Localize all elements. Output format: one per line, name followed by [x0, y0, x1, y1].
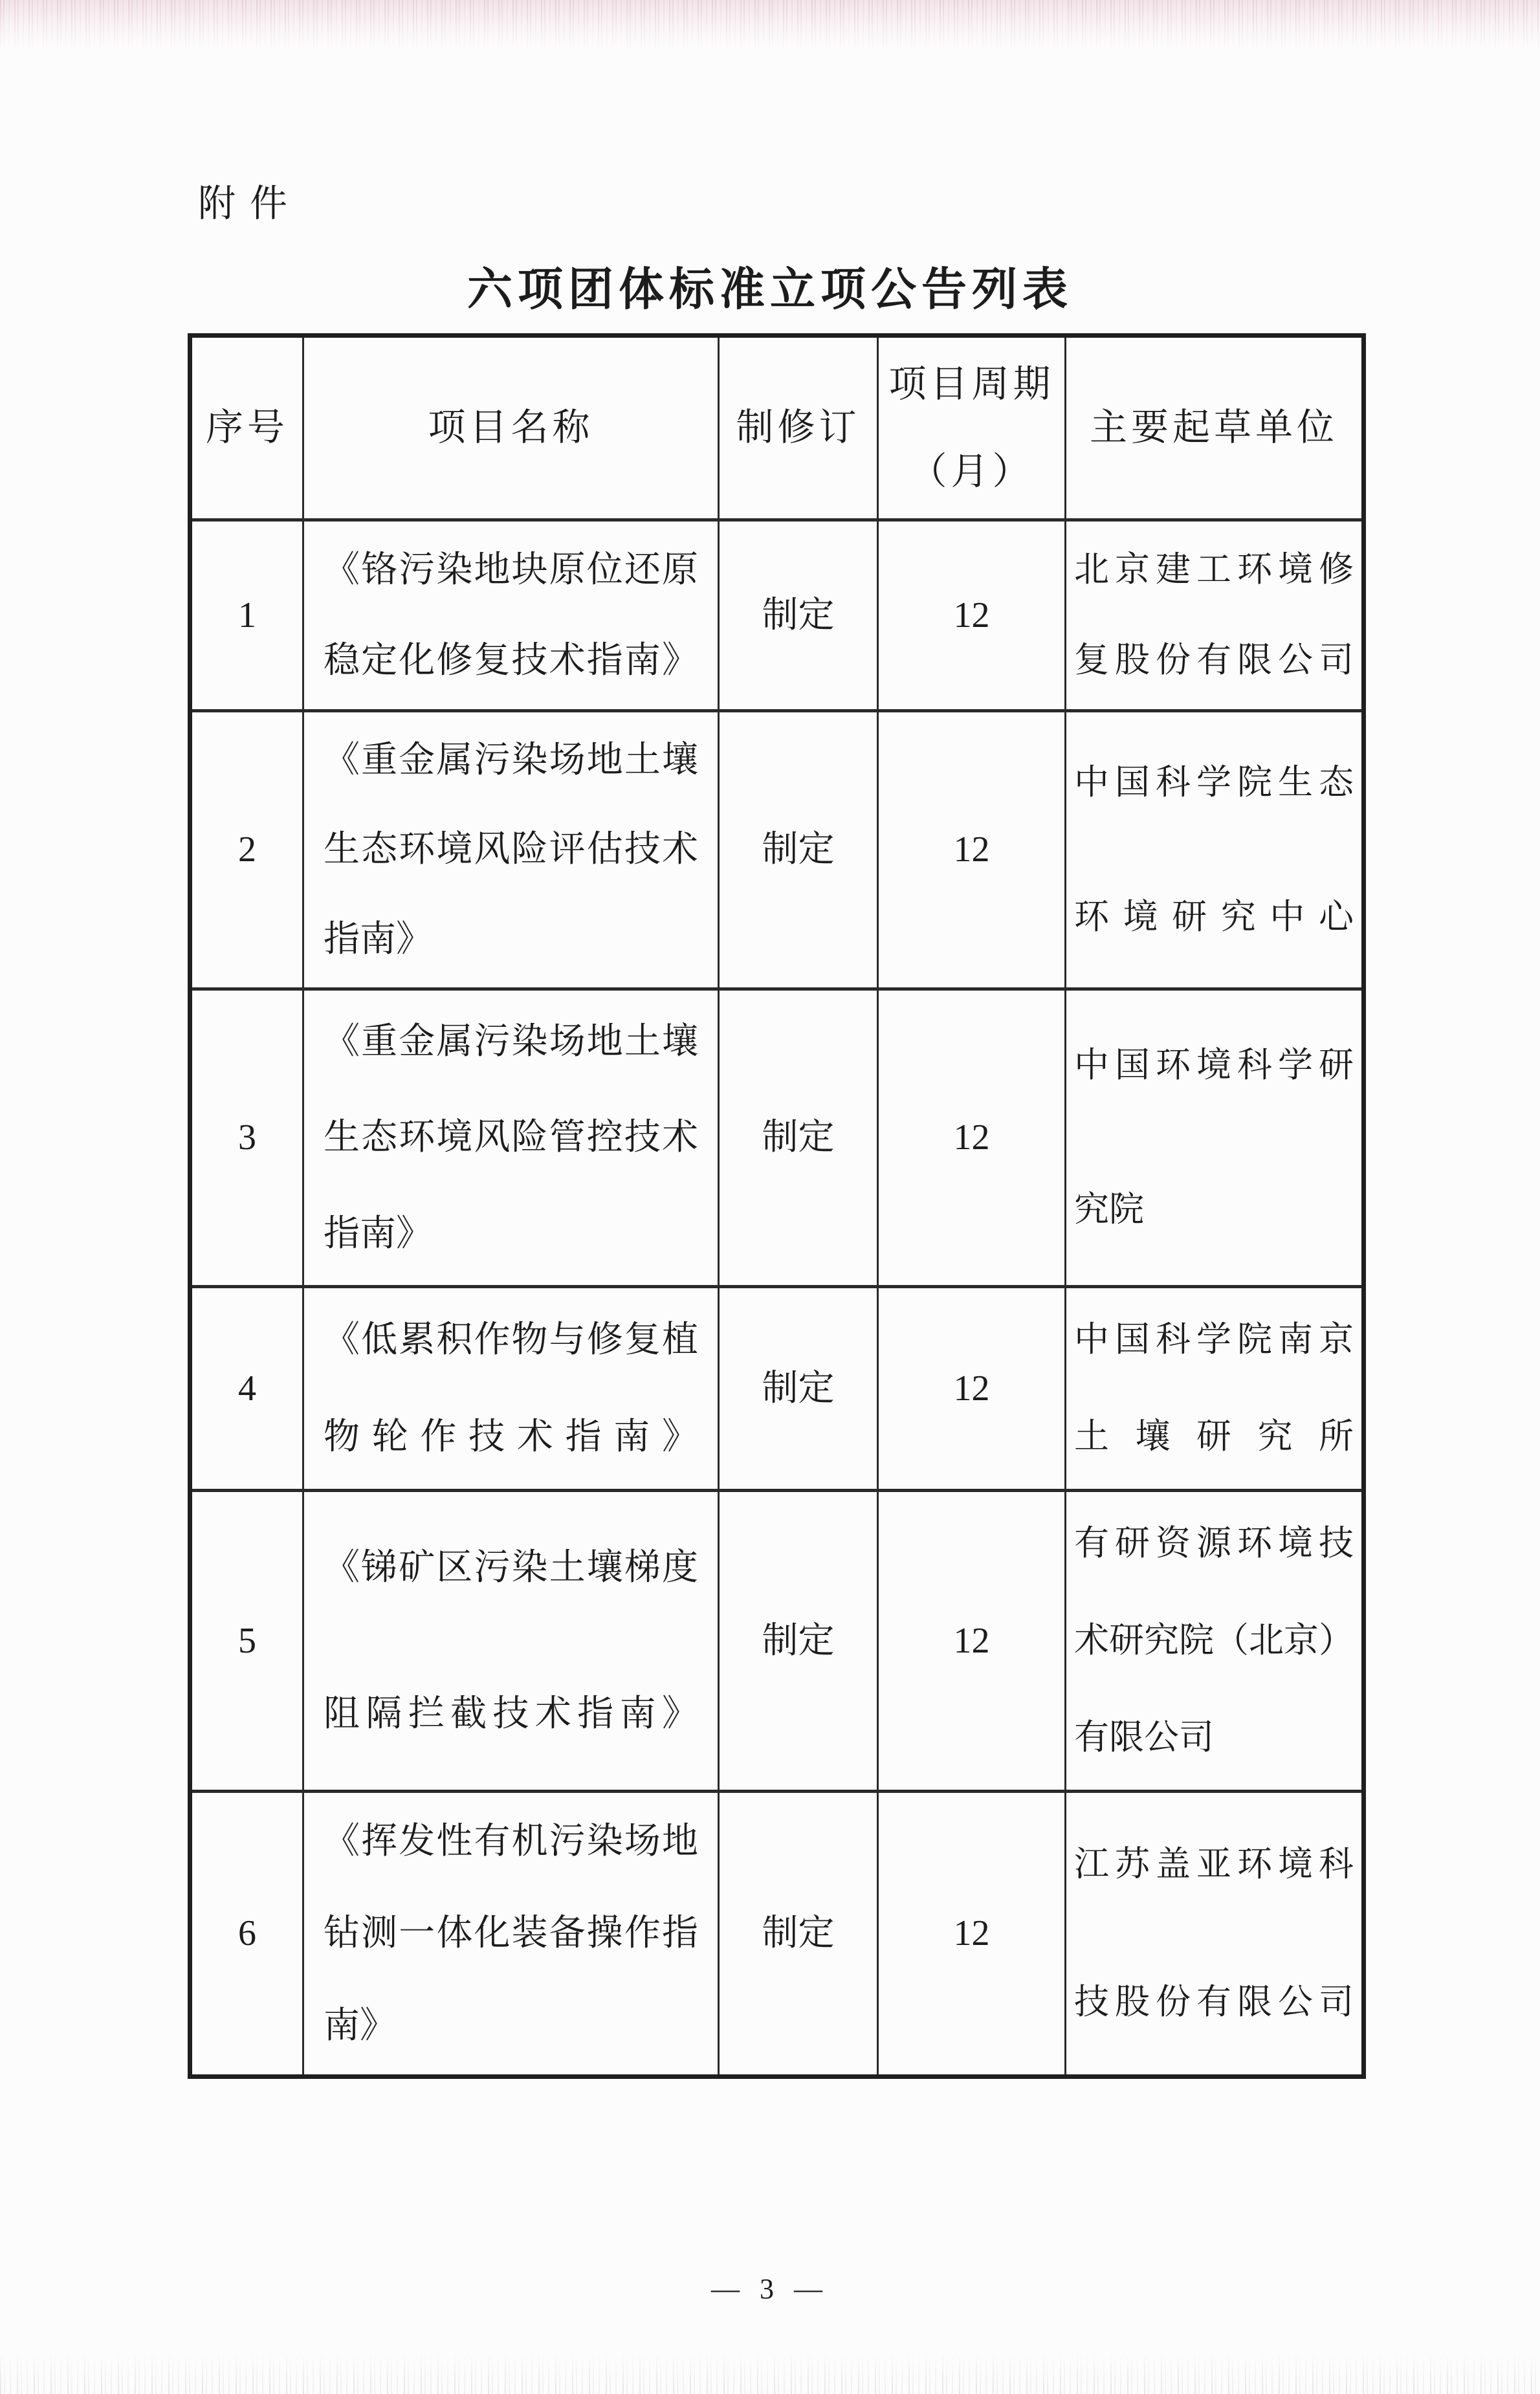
cell-line: 北京建工环境修 — [1074, 549, 1354, 589]
cell-r4-c2 — [719, 1491, 878, 1792]
cell-line: 术研究院（北京） — [1074, 1621, 1354, 1660]
cell-r3-c2 — [719, 1287, 878, 1491]
cell-line: 制定 — [762, 595, 835, 635]
cell-line: 制定 — [762, 1117, 835, 1158]
cell-line: 6 — [238, 1913, 256, 1954]
cell-line: 12 — [953, 1913, 990, 1954]
cell-line: 钻测一体化装备操作指 — [324, 1913, 698, 1954]
cell-line: 究院 — [1074, 1190, 1144, 1229]
cell-line: 生态环境风险管控技术 — [324, 1117, 698, 1158]
cell-r2-c3 — [878, 989, 1066, 1287]
cell-line: 中国环境科学研 — [1074, 1046, 1354, 1085]
cell-line: 制定 — [762, 1913, 835, 1954]
cell-line: 土壤研究所 — [1074, 1417, 1354, 1456]
cell-line: 《挥发性有机污染场地 — [324, 1821, 698, 1862]
cell-line: 中国科学院南京 — [1074, 1319, 1354, 1359]
cell-r4-c1 — [303, 1491, 719, 1792]
cell-line: 项目名称 — [428, 406, 594, 449]
cell-r0-c2 — [719, 520, 878, 711]
cell-line: 项目周期 — [888, 362, 1055, 405]
cell-line: （月） — [909, 450, 1034, 493]
cell-line: 3 — [238, 1117, 256, 1158]
cell-line: 江苏盖亚环境科 — [1074, 1844, 1354, 1883]
cell-line: 《锑矿区污染土壤梯度 — [324, 1548, 698, 1588]
scan-noise-bottom — [0, 2347, 1540, 2394]
cell-r1-c2 — [719, 711, 878, 989]
cell-line: 制定 — [762, 1368, 835, 1409]
cell-r3-c4 — [1066, 1287, 1364, 1491]
cell-line: 《重金属污染场地土壤 — [324, 1021, 698, 1062]
cell-r2-c0 — [190, 989, 303, 1287]
cell-r3-c1 — [303, 1287, 719, 1491]
cell-r0-c3 — [878, 520, 1066, 711]
cell-line: 有研资源环境技 — [1074, 1523, 1354, 1563]
cell-r0-c4 — [1066, 520, 1364, 711]
attachment-label: 附件 — [198, 182, 302, 225]
table-row — [190, 520, 1364, 711]
cell-line: 指南》 — [324, 919, 432, 960]
cell-line: 《铬污染地块原位还原 — [324, 549, 698, 590]
cell-r5-c1 — [303, 1792, 719, 2077]
cell-line: 12 — [953, 595, 990, 635]
header-cell-3 — [878, 336, 1066, 520]
page-number: — 3 — — [711, 2273, 829, 2305]
cell-r4-c4 — [1066, 1491, 1364, 1792]
cell-line: 物轮作技术指南》 — [324, 1417, 698, 1458]
header-cell-2 — [719, 336, 878, 520]
cell-r1-c4 — [1066, 711, 1364, 989]
cell-line: 阻隔拦截技术指南》 — [324, 1693, 698, 1734]
cell-r4-c3 — [878, 1491, 1066, 1792]
cell-r0-c0 — [190, 520, 303, 711]
cell-r1-c1 — [303, 711, 719, 989]
cell-line: 主要起草单位 — [1089, 406, 1338, 449]
cell-r5-c3 — [878, 1792, 1066, 2077]
table-row — [190, 1287, 1364, 1491]
cell-line: 技股份有限公司 — [1074, 1982, 1354, 2022]
cell-line: 12 — [953, 1368, 990, 1409]
scan-noise-top — [0, 0, 1540, 57]
cell-line: 制修订 — [736, 406, 861, 449]
cell-r5-c0 — [190, 1792, 303, 2077]
table-row — [190, 1792, 1364, 2077]
cell-r2-c2 — [719, 989, 878, 1287]
cell-line: 制定 — [762, 1620, 835, 1661]
cell-line: 12 — [953, 1117, 990, 1158]
cell-r4-c0 — [190, 1491, 303, 1792]
cell-line: 4 — [238, 1368, 256, 1409]
table-row — [190, 711, 1364, 989]
cell-r5-c4 — [1066, 1792, 1364, 2077]
cell-line: 复股份有限公司 — [1074, 641, 1354, 680]
header-cell-4 — [1066, 336, 1364, 520]
page-title: 六项团体标准立项公告列表 — [467, 265, 1073, 315]
header-cell-0 — [190, 336, 303, 520]
cell-line: 南》 — [324, 2005, 396, 2046]
cell-line: 环境研究中心 — [1074, 897, 1354, 936]
table-row — [190, 1491, 1364, 1792]
cell-line: 生态环境风险评估技术 — [324, 829, 698, 870]
cell-r3-c3 — [878, 1287, 1066, 1491]
header-cell-1 — [303, 336, 719, 520]
table-row — [190, 989, 1364, 1287]
cell-r0-c1 — [303, 520, 719, 711]
cell-line: 1 — [238, 595, 256, 635]
cell-r2-c1 — [303, 989, 719, 1287]
cell-r1-c0 — [190, 711, 303, 989]
cell-r2-c4 — [1066, 989, 1364, 1287]
cell-line: 序号 — [205, 406, 289, 449]
cell-line: 指南》 — [324, 1214, 432, 1255]
cell-line: 《低累积作物与修复植 — [324, 1319, 698, 1360]
cell-r1-c3 — [878, 711, 1066, 989]
header-row — [190, 336, 1364, 520]
cell-line: 中国科学院生态 — [1074, 762, 1354, 802]
cell-r3-c0 — [190, 1287, 303, 1491]
standards-table — [188, 333, 1366, 2079]
cell-r5-c2 — [719, 1792, 878, 2077]
cell-line: 5 — [238, 1620, 256, 1661]
cell-line: 12 — [953, 829, 990, 870]
cell-line: 有限公司 — [1074, 1718, 1214, 1757]
cell-line: 制定 — [762, 829, 835, 870]
cell-line: 2 — [238, 829, 256, 870]
cell-line: 《重金属污染场地土壤 — [324, 740, 698, 780]
cell-line: 12 — [953, 1620, 990, 1661]
cell-line: 稳定化修复技术指南》 — [324, 641, 698, 681]
